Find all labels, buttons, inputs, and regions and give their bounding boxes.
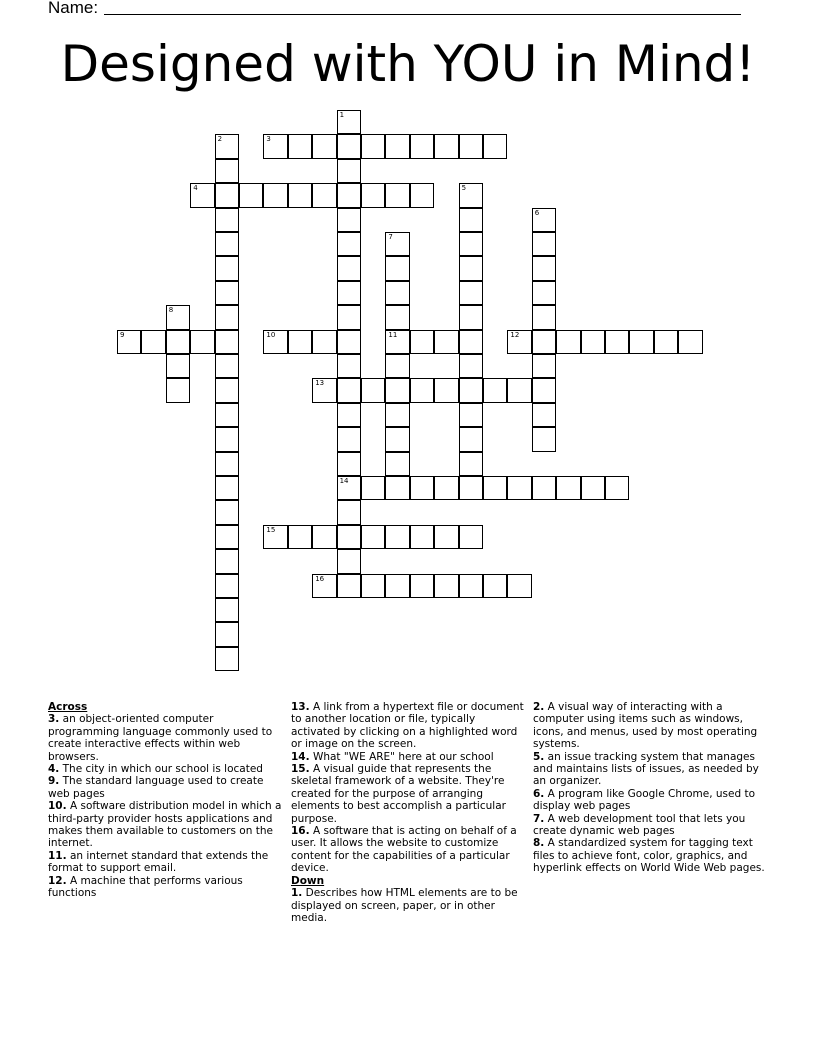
crossword-cell[interactable]	[312, 183, 336, 207]
crossword-cell[interactable]	[215, 134, 239, 158]
crossword-cell[interactable]	[459, 427, 483, 451]
crossword-cell[interactable]	[434, 378, 458, 402]
crossword-cell[interactable]	[678, 330, 702, 354]
crossword-cell[interactable]	[483, 378, 507, 402]
cell-number: 7	[388, 233, 393, 241]
crossword-cell[interactable]	[434, 574, 458, 598]
crossword-cell[interactable]	[215, 208, 239, 232]
crossword-cell[interactable]	[215, 403, 239, 427]
clue-across-4: 4. The city in which our school is located	[48, 763, 263, 776]
crossword-cell[interactable]	[459, 378, 483, 402]
crossword-cell[interactable]	[483, 476, 507, 500]
crossword-cell[interactable]	[459, 330, 483, 354]
crossword-cell[interactable]	[215, 647, 239, 671]
crossword-cell[interactable]	[215, 305, 239, 329]
crossword-cell[interactable]	[483, 134, 507, 158]
crossword-cell[interactable]	[337, 500, 361, 524]
crossword-cell[interactable]	[215, 500, 239, 524]
crossword-cell[interactable]	[337, 232, 361, 256]
crossword-cell[interactable]	[215, 476, 239, 500]
crossword-cell[interactable]	[117, 330, 141, 354]
crossword-cell[interactable]	[459, 525, 483, 549]
crossword-cell[interactable]	[385, 183, 409, 207]
crossword-cell[interactable]	[556, 476, 580, 500]
cell-number: 3	[266, 135, 271, 144]
crossword-cell[interactable]	[361, 378, 385, 402]
crossword-cell[interactable]	[337, 183, 361, 207]
cell-number: 15	[266, 525, 276, 534]
clue-down-2: 2. A visual way of interacting with a computer using items such as windows, icons, and menus, used by most operating systems.	[533, 701, 758, 751]
crossword-cell[interactable]	[312, 378, 336, 402]
clue-across-3: 3. an object-oriented computer programming language commonly used to create interactive effects within web browsers.	[48, 713, 273, 763]
crossword-cell[interactable]	[459, 574, 483, 598]
crossword-cell[interactable]	[532, 208, 556, 232]
crossword-cell[interactable]	[337, 159, 361, 183]
crossword-cell[interactable]	[385, 305, 409, 329]
crossword-cell[interactable]	[410, 525, 434, 549]
crossword-cell[interactable]	[141, 330, 165, 354]
crossword-cell[interactable]	[410, 330, 434, 354]
crossword-cell[interactable]	[166, 354, 190, 378]
crossword-cell[interactable]	[288, 525, 312, 549]
crossword-cell[interactable]	[361, 525, 385, 549]
crossword-cell[interactable]	[361, 134, 385, 158]
crossword-cell[interactable]	[166, 378, 190, 402]
crossword-cell[interactable]	[337, 110, 361, 134]
crossword-cell[interactable]	[459, 256, 483, 280]
cell-number: 10	[266, 330, 276, 339]
crossword-cell[interactable]	[581, 330, 605, 354]
clue-column-2	[291, 701, 527, 924]
crossword-cell[interactable]	[459, 281, 483, 305]
crossword-cell[interactable]	[361, 574, 385, 598]
crossword-cell[interactable]	[385, 354, 409, 378]
crossword-cell[interactable]	[337, 305, 361, 329]
crossword-cell[interactable]	[215, 256, 239, 280]
page-title: Designed with YOU in Mind!	[60, 35, 756, 93]
crossword-cell[interactable]	[459, 452, 483, 476]
cell-number: 14	[339, 477, 349, 485]
crossword-cell[interactable]	[605, 330, 629, 354]
crossword-cell[interactable]	[507, 476, 531, 500]
crossword-cell[interactable]	[629, 330, 653, 354]
clue-down-5: 5. an issue tracking system that manages and maintains lists of issues, as needed by an organizer.	[533, 750, 759, 788]
crossword-cell[interactable]	[263, 134, 287, 158]
cell-number: 9	[120, 330, 125, 339]
crossword-cell[interactable]	[215, 525, 239, 549]
crossword-cell[interactable]	[337, 330, 361, 354]
name-label: Name:	[48, 0, 99, 17]
crossword-cell[interactable]	[312, 134, 336, 158]
crossword-cell[interactable]	[190, 183, 214, 207]
crossword-cell[interactable]	[215, 183, 239, 207]
crossword-cell[interactable]	[410, 183, 434, 207]
crossword-cell[interactable]	[532, 330, 556, 354]
crossword-cell[interactable]	[459, 208, 483, 232]
crossword-cell[interactable]	[263, 183, 287, 207]
crossword-cell[interactable]	[459, 354, 483, 378]
clue-across-15: 15. A visual guide that represents the skeletal framework of a website. They're created for the purpose of arranging elements to best accomplish a particular purpose.	[291, 763, 506, 825]
crossword-cell[interactable]	[385, 134, 409, 158]
crossword-cell[interactable]	[532, 378, 556, 402]
crossword-cell[interactable]	[215, 598, 239, 622]
crossword-cell[interactable]	[385, 256, 409, 280]
crossword-cell[interactable]	[410, 378, 434, 402]
clue-across-10: 10. A software distribution model in which a third-party provider hosts applications and makes them available to customers on the internet.	[48, 800, 282, 850]
cell-number: 5	[461, 184, 467, 193]
crossword-cell[interactable]	[483, 574, 507, 598]
crossword-cell[interactable]	[459, 232, 483, 256]
crossword-cell[interactable]	[337, 476, 361, 500]
cell-number: 1	[339, 111, 345, 119]
crossword-cell[interactable]	[337, 427, 361, 451]
crossword-cell[interactable]	[337, 403, 361, 427]
crossword-cell[interactable]	[337, 452, 361, 476]
crossword-cell[interactable]	[507, 330, 531, 354]
crossword-cell[interactable]	[459, 134, 483, 158]
cell-number: 6	[534, 208, 540, 217]
clue-down-7: 7. A web development tool that lets you create dynamic web pages	[533, 812, 746, 838]
crossword-cell[interactable]	[215, 378, 239, 402]
crossword-cell[interactable]	[385, 452, 409, 476]
crossword-cell[interactable]	[215, 622, 239, 646]
crossword-cell[interactable]	[385, 525, 409, 549]
cell-number: 8	[168, 306, 174, 315]
crossword-cell[interactable]	[215, 427, 239, 451]
crossword-cell[interactable]	[215, 330, 239, 354]
crossword-cell[interactable]	[459, 403, 483, 427]
crossword-cell[interactable]	[532, 403, 556, 427]
clue-across-16: 16. A software that is acting on behalf of a user. It allows the website to customize content for the capabilities of a particular device.	[291, 825, 517, 875]
crossword-cell[interactable]	[337, 354, 361, 378]
crossword-cell[interactable]	[337, 208, 361, 232]
crossword-cell[interactable]	[385, 378, 409, 402]
crossword-cell[interactable]	[215, 574, 239, 598]
crossword-cell[interactable]	[263, 330, 287, 354]
crossword-cell[interactable]	[312, 574, 336, 598]
crossword-cell[interactable]	[215, 159, 239, 183]
crossword-cell[interactable]	[654, 330, 678, 354]
clue-down-6: 6. A program like Google Chrome, used to display web pages	[533, 787, 756, 813]
crossword-cell[interactable]	[263, 525, 287, 549]
clue-across-11: 11. an internet standard that extends the format to support email.	[48, 849, 269, 875]
across-heading: Across	[48, 701, 88, 713]
crossword-cell[interactable]	[337, 574, 361, 598]
crossword-cell[interactable]	[410, 476, 434, 500]
crossword-cell[interactable]	[337, 256, 361, 280]
crossword-cell[interactable]	[532, 256, 556, 280]
crossword-cell[interactable]	[434, 134, 458, 158]
crossword-cell[interactable]	[215, 281, 239, 305]
crossword-cell[interactable]	[459, 305, 483, 329]
crossword-cell[interactable]	[337, 549, 361, 573]
clue-across-13: 13. A link from a hypertext file or document to another location or file, typically activated by clicking on a highlighted word or image on the screen.	[291, 701, 524, 751]
crossword-cell[interactable]	[288, 330, 312, 354]
crossword-cell[interactable]	[532, 232, 556, 256]
crossword-cell[interactable]	[337, 378, 361, 402]
crossword-cell[interactable]	[385, 232, 409, 256]
crossword-cell[interactable]	[385, 281, 409, 305]
crossword-cell[interactable]	[337, 281, 361, 305]
crossword-cell[interactable]	[312, 330, 336, 354]
crossword-cell[interactable]	[385, 403, 409, 427]
crossword-cell[interactable]	[434, 525, 458, 549]
crossword-cell[interactable]	[385, 476, 409, 500]
crossword-cell[interactable]	[190, 330, 214, 354]
crossword-cell[interactable]	[288, 183, 312, 207]
crossword-cell[interactable]	[581, 476, 605, 500]
crossword-cell[interactable]	[507, 378, 531, 402]
down-heading: Down	[291, 874, 325, 887]
crossword-cell[interactable]	[532, 305, 556, 329]
crossword-cell[interactable]	[434, 476, 458, 500]
crossword-cell[interactable]	[166, 305, 190, 329]
crossword-cell[interactable]	[556, 330, 580, 354]
crossword-cell[interactable]	[605, 476, 629, 500]
crossword-cell[interactable]	[215, 549, 239, 573]
crossword-cell[interactable]	[459, 476, 483, 500]
clue-column-1	[48, 701, 282, 900]
crossword-cell[interactable]	[166, 330, 190, 354]
crossword-cell[interactable]	[532, 476, 556, 500]
cell-number: 11	[388, 330, 398, 339]
crossword-cell[interactable]	[459, 183, 483, 207]
clue-across-14: 14. What "WE ARE" here at our school	[291, 750, 494, 763]
crossword-cell[interactable]	[532, 427, 556, 451]
crossword-cell[interactable]	[385, 330, 409, 354]
crossword-cell[interactable]	[507, 574, 531, 598]
crossword-cell[interactable]	[532, 281, 556, 305]
crossword-cell[interactable]	[410, 134, 434, 158]
cell-number: 2	[217, 135, 223, 144]
crossword-cell[interactable]	[215, 354, 239, 378]
clue-down-8: 8. A standardized system for tagging text files to achieve font, color, graphics, and hyperlink effects on World Wide Web pages.	[533, 837, 765, 875]
cell-number: 12	[510, 330, 520, 339]
crossword-cell[interactable]	[361, 476, 385, 500]
crossword-cell[interactable]	[532, 354, 556, 378]
crossword-cell[interactable]	[385, 574, 409, 598]
crossword-cell[interactable]	[312, 525, 336, 549]
cell-number: 16	[315, 574, 325, 583]
clue-column-3	[533, 701, 769, 875]
clue-across-9: 9. The standard language used to create web pages	[48, 775, 264, 800]
crossword-cell[interactable]	[239, 183, 263, 207]
clue-across-12: 12. A machine that performs various functions	[48, 874, 243, 900]
clue-down-1: 1. Describes how HTML elements are to be displayed on screen, paper, or in other media.	[291, 887, 518, 924]
cell-number: 13	[315, 379, 325, 388]
cell-number: 4	[193, 184, 198, 193]
crossword-cell[interactable]	[361, 183, 385, 207]
crossword-cell[interactable]	[337, 134, 361, 158]
crossword-cell[interactable]	[215, 232, 239, 256]
crossword-cell[interactable]	[410, 574, 434, 598]
crossword-cell[interactable]	[434, 330, 458, 354]
crossword-cell[interactable]	[215, 452, 239, 476]
crossword-cell[interactable]	[337, 525, 361, 549]
crossword-cell[interactable]	[288, 134, 312, 158]
crossword-cell[interactable]	[385, 427, 409, 451]
